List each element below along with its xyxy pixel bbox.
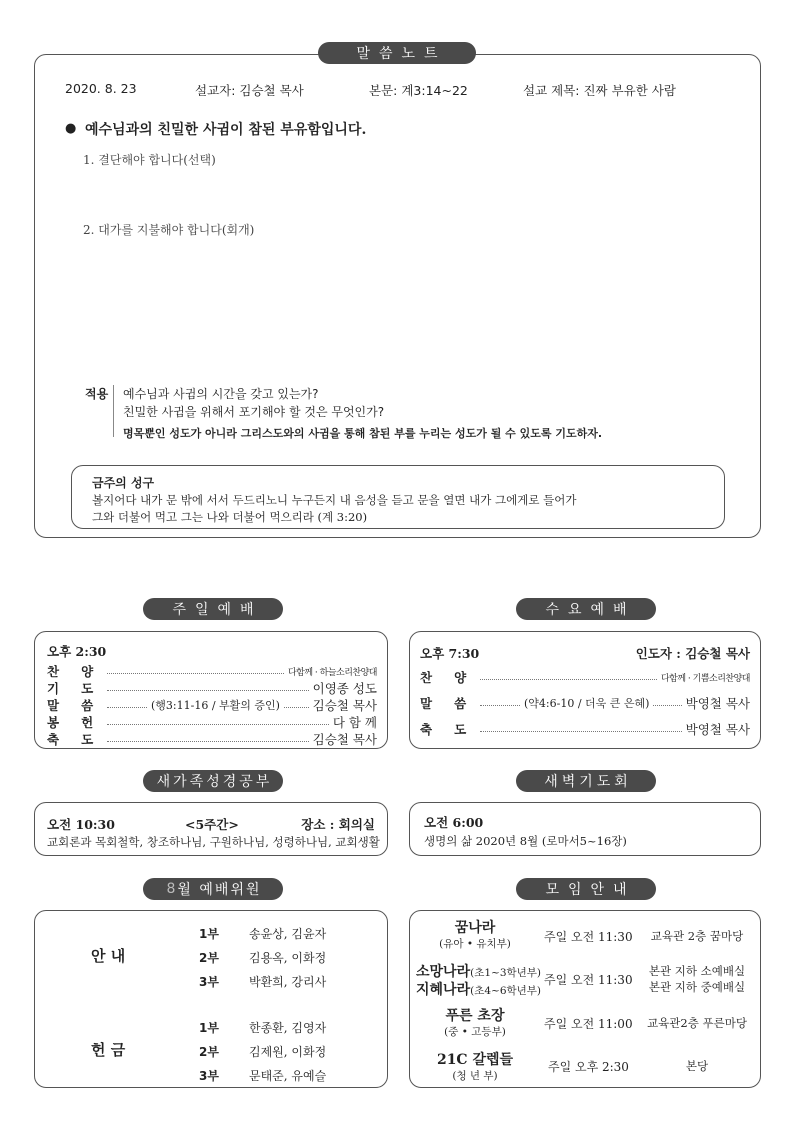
row-value: 박영철 목사 <box>685 722 750 737</box>
committee-names: 한종환, 김영자 <box>249 1021 327 1035</box>
meeting-name: 21C 갈렙들 <box>436 1052 514 1068</box>
row-label-text: 찬양 <box>47 664 116 679</box>
committee-part: 3부 <box>199 975 219 989</box>
meeting-name-text: 소망나라 <box>416 964 471 980</box>
meeting-name-sub: (초1~3학년부) <box>470 967 542 979</box>
row-label-text: 찬양 <box>420 670 489 685</box>
leader-dots <box>107 741 309 742</box>
row-label-text: 기도 <box>47 681 116 696</box>
apply-line-1: 예수님과 사귐의 시간을 갖고 있는가? <box>123 387 319 401</box>
sermon-preacher: 설교자: 김승철 목사 <box>195 83 304 98</box>
row-label <box>420 720 489 738</box>
sunday-service-box <box>34 631 388 749</box>
apply-prayer: 명목뿐인 성도가 아니라 그리스도와의 사귐을 통해 참된 부를 누리는 성도가 될 수 있도록 기도하자. <box>123 427 602 440</box>
meeting-name: 푸른 초장 <box>445 1008 505 1024</box>
meeting-place: 본관 지하 소예배실 <box>648 964 746 978</box>
service-row <box>420 668 750 686</box>
row-label <box>47 730 116 748</box>
committee-names: 박환희, 강리사 <box>249 975 327 989</box>
apply-line-2: 친밀한 사귐을 위해서 포기해야 할 것은 무엇인가? <box>123 405 385 419</box>
service-row <box>47 679 377 697</box>
meeting-time: 주일 오후 2:30 <box>548 1060 629 1074</box>
wednesday-service-pill: 수요예배 <box>516 598 656 620</box>
family-study-weeks: <5주간> <box>185 817 239 832</box>
point-1: 1. 결단해야 합니다(선택) <box>83 153 216 167</box>
leader-dots <box>653 705 681 706</box>
committee-part: 2부 <box>199 1045 219 1059</box>
meeting-time: 주일 오전 11:30 <box>544 973 633 987</box>
leader-dots <box>480 679 657 680</box>
committee-names: 김용옥, 이화정 <box>249 951 327 965</box>
wednesday-leader: 인도자 : 김승철 목사 <box>635 646 750 661</box>
sunday-time: 오후 2:30 <box>47 644 107 659</box>
leader-dots <box>480 731 682 732</box>
sunday-service-pill: 주일예배 <box>143 598 283 620</box>
dawn-time: 오전 6:00 <box>424 815 484 830</box>
apply-divider <box>113 385 114 437</box>
row-label-text: 말씀 <box>420 696 489 711</box>
meeting-name <box>416 979 541 999</box>
committee-part: 1부 <box>199 1021 219 1035</box>
family-study-box <box>34 802 388 856</box>
meeting-time: 주일 오전 11:30 <box>544 930 633 944</box>
meeting-place: 본당 <box>685 1059 709 1073</box>
meeting-sub: (청 년 부) <box>452 1070 498 1082</box>
sermon-scripture: 본문: 계3:14~22 <box>369 83 468 98</box>
row-label <box>420 668 489 686</box>
committee-month: 8 <box>166 881 178 897</box>
meeting-place: 본관 지하 중예배실 <box>648 980 746 994</box>
service-row <box>47 730 377 748</box>
verse-box <box>71 465 725 529</box>
meetings-pill: 모임안내 <box>516 878 656 900</box>
family-study-pill: 새가족성경공부 <box>143 770 283 792</box>
committee-part: 1부 <box>199 927 219 941</box>
committee-names: 송윤상, 김윤자 <box>249 927 327 941</box>
meeting-name-text: 지혜나라 <box>416 982 471 998</box>
service-row <box>420 694 750 712</box>
sermon-date: 2020. 8. 23 <box>65 81 137 96</box>
bullet-icon: ● <box>65 121 77 136</box>
row-value: 다함께 · 기쁨소리찬양대 <box>660 673 750 684</box>
wednesday-service-box <box>409 631 761 749</box>
row-label <box>47 696 116 714</box>
meeting-name: 꿈나라 <box>454 920 496 936</box>
meeting-sub: (유아 • 유치부) <box>439 938 511 950</box>
leader-dots <box>107 673 284 674</box>
family-study-time: 오전 10:30 <box>47 817 115 832</box>
row-label-text: 축도 <box>47 732 116 747</box>
sermon-note-box <box>34 54 761 538</box>
meeting-name-sub: (초4~6학년부) <box>470 985 542 997</box>
dawn-text: 생명의 삶 2020년 8월 (로마서5~16장) <box>424 834 627 848</box>
row-label-text: 말씀 <box>47 698 116 713</box>
committee-pill <box>143 878 283 900</box>
row-label <box>47 679 116 697</box>
main-point: 예수님과의 친밀한 사귐이 참된 부유함입니다. <box>85 122 367 138</box>
committee-pill-text: 월 예배위원 <box>177 882 262 898</box>
row-label <box>47 662 116 680</box>
leader-dots <box>107 724 329 725</box>
leader-dots <box>284 707 309 708</box>
verse-title: 금주의 성구 <box>92 476 155 490</box>
apply-label: 적용 <box>85 387 109 401</box>
committee-part: 2부 <box>199 951 219 965</box>
meeting-time: 주일 오전 11:00 <box>544 1017 633 1031</box>
committee-group-name: 안 내 <box>91 947 126 965</box>
row-label-text: 봉헌 <box>47 715 116 730</box>
leader-dots <box>107 707 147 708</box>
row-label <box>47 713 116 731</box>
point-2: 2. 대가를 지불해야 합니다(회개) <box>83 223 255 237</box>
row-value: 이영종 성도 <box>312 681 377 696</box>
row-label-text: 축도 <box>420 722 489 737</box>
row-value: 김승철 목사 <box>312 698 377 713</box>
meeting-sub: (중 • 고등부) <box>444 1026 506 1038</box>
service-row <box>47 713 377 731</box>
row-value: 박영철 목사 <box>685 696 750 711</box>
leader-dots <box>480 705 520 706</box>
committee-names: 김제원, 이화정 <box>249 1045 327 1059</box>
verse-line-1: 볼지어다 내가 문 밖에 서서 두드리노니 누구든지 내 음성을 듣고 문을 열면 내가 그에게로 들어가 <box>92 493 577 507</box>
row-value: 김승철 목사 <box>312 732 377 747</box>
meeting-place: 교육관 2층 꿈마당 <box>650 929 744 943</box>
row-scripture: (약4:6-10 / 더욱 큰 은혜) <box>524 697 650 710</box>
meetings-box <box>409 910 761 1088</box>
meeting-place: 교육관2층 푸른마당 <box>647 1016 747 1030</box>
committee-names: 문태준, 유예슬 <box>249 1069 327 1083</box>
wednesday-time: 오후 7:30 <box>420 646 480 661</box>
leader-dots <box>107 690 309 691</box>
verse-line-2: 그와 더불어 먹고 그는 나와 더불어 먹으리라 (계 3:20) <box>92 510 368 524</box>
family-study-topics: 교회론과 목회철학, 창조하나님, 구원하나님, 성령하나님, 교회생활 <box>47 835 380 849</box>
dawn-prayer-pill: 새벽기도회 <box>516 770 656 792</box>
service-row <box>47 662 377 680</box>
row-value: 다함께 · 하늘소리찬양대 <box>287 667 377 678</box>
service-row <box>47 696 377 714</box>
sermon-title: 설교 제목: 진짜 부유한 사람 <box>523 83 676 98</box>
sermon-note-pill: 말씀노트 <box>318 42 476 64</box>
committee-group-name: 헌 금 <box>91 1041 126 1059</box>
row-value: 다 함 께 <box>332 715 377 730</box>
service-row <box>420 720 750 738</box>
family-study-place: 장소 : 회의실 <box>301 817 375 832</box>
dawn-prayer-box <box>409 802 761 856</box>
committee-box <box>34 910 388 1088</box>
row-label <box>420 694 489 712</box>
committee-part: 3부 <box>199 1069 219 1083</box>
row-scripture: (행3:11-16 / 부활의 증인) <box>151 699 280 712</box>
meeting-name <box>416 961 541 981</box>
